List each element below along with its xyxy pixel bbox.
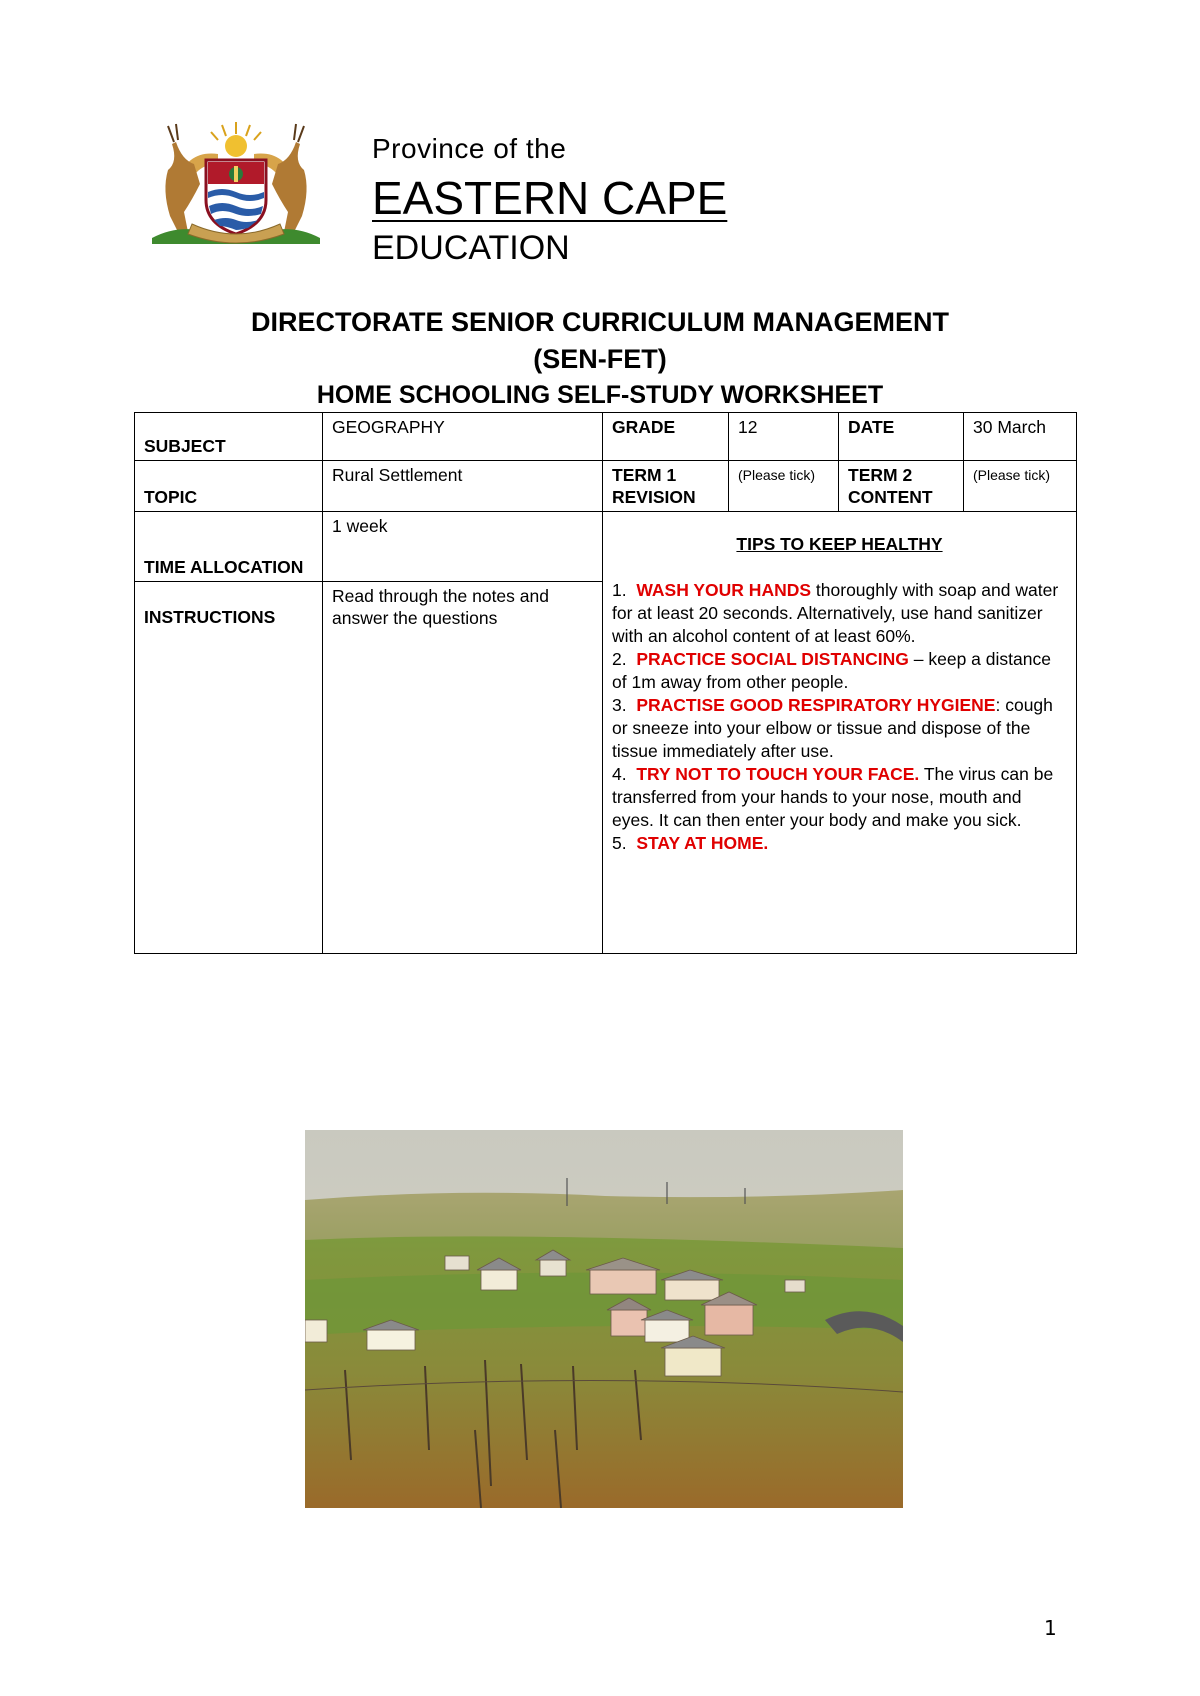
department-line: EDUCATION	[372, 229, 570, 267]
date-value: 30 March	[964, 413, 1077, 461]
tip-item: 3. PRACTISE GOOD RESPIRATORY HYGIENE: cough or sneeze into your elbow or tissue and dispose of the tissue immediately after use.	[612, 695, 1053, 761]
directorate-subtitle: (SEN-FET)	[533, 344, 667, 374]
topic-value: Rural Settlement	[323, 461, 603, 512]
subject-label: SUBJECT	[135, 413, 323, 461]
grade-label: GRADE	[603, 413, 729, 461]
time-allocation-value: 1 week	[323, 512, 603, 582]
region-line: EASTERN CAPE	[372, 172, 728, 224]
coat-of-arms-logo	[148, 120, 324, 250]
directorate-title: DIRECTORATE SENIOR CURRICULUM MANAGEMENT	[251, 307, 949, 337]
tips-cell	[603, 512, 1077, 954]
date-label: DATE	[839, 413, 964, 461]
term1-label: TERM 1 REVISION	[603, 461, 729, 512]
tip-item: 4. TRY NOT TO TOUCH YOUR FACE. The virus can be transferred from your hands to your nose, mouth and eyes. It can then enter your body and make you sick.	[612, 764, 1054, 830]
tips-heading: TIPS TO KEEP HEALTHY	[736, 534, 943, 554]
rural-settlement-photo	[305, 1130, 903, 1508]
time-allocation-label: TIME ALLOCATION	[135, 512, 323, 582]
province-line: Province of the	[372, 133, 567, 164]
tip-item: 5. STAY AT HOME.	[612, 833, 769, 853]
subject-value: GEOGRAPHY	[323, 413, 603, 461]
instructions-label: INSTRUCTIONS	[135, 582, 323, 954]
topic-label: TOPIC	[135, 461, 323, 512]
grade-value: 12	[729, 413, 839, 461]
term2-tick-cell[interactable]: (Please tick)	[964, 461, 1077, 512]
department-header	[372, 132, 727, 268]
worksheet-info-table	[134, 412, 1077, 954]
tip-item: 2. PRACTICE SOCIAL DISTANCING – keep a distance of 1m away from other people.	[612, 649, 1051, 692]
instructions-value: Read through the notes and answer the questions	[323, 582, 603, 954]
document-titles	[0, 306, 1200, 410]
tip-item: 1. WASH YOUR HANDS thoroughly with soap and water for at least 20 seconds. Alternatively, use hand sanitizer with an alcohol content of at least 60%.	[612, 580, 1059, 646]
page-number: 1	[1044, 1616, 1057, 1640]
term1-tick-cell[interactable]: (Please tick)	[729, 461, 839, 512]
worksheet-title: HOME SCHOOLING SELF-STUDY WORKSHEET	[316, 381, 884, 409]
term2-label: TERM 2 CONTENT	[839, 461, 964, 512]
